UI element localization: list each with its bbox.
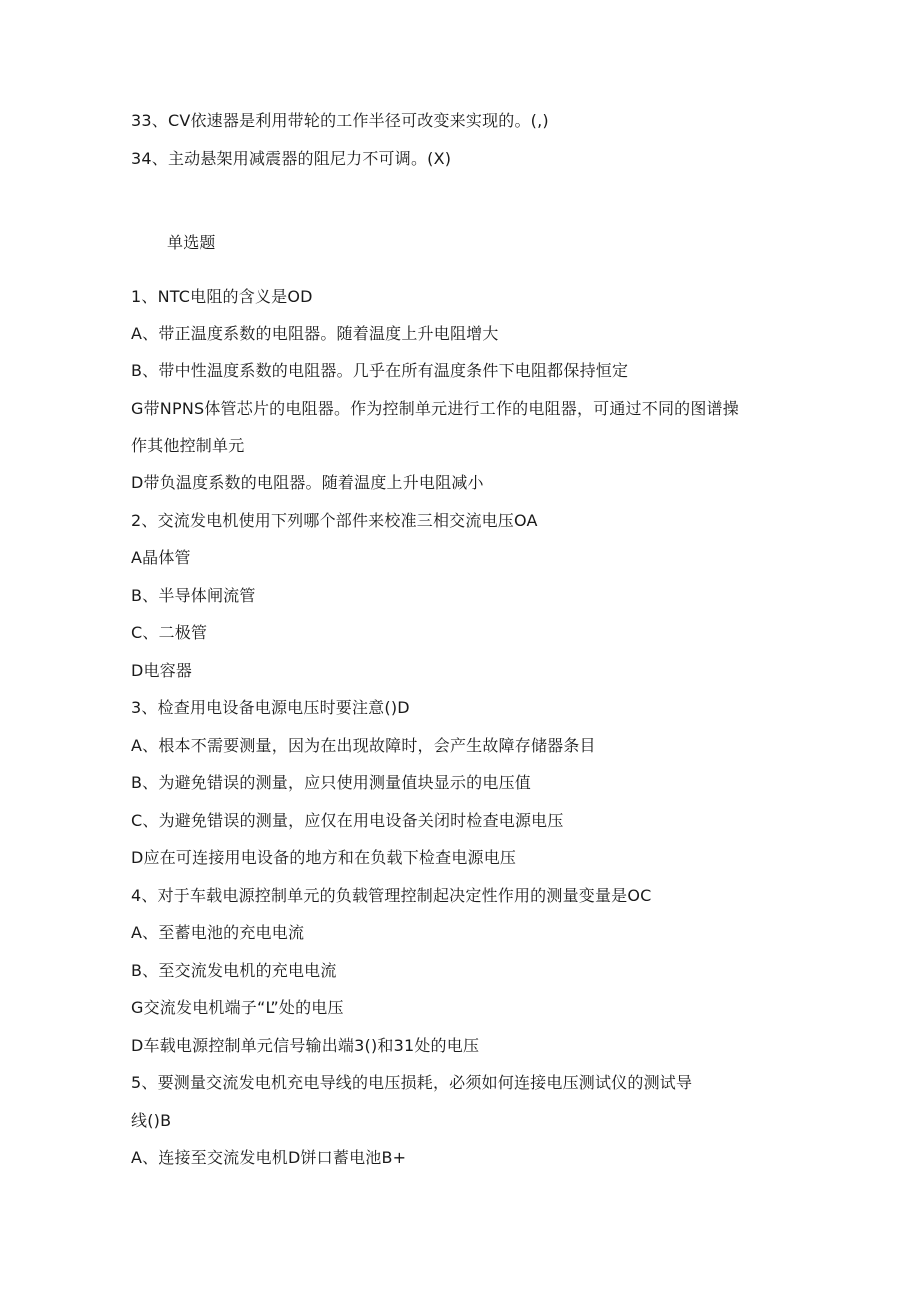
question-3-option-b: B、为避免错误的测量，应只使用测量值块显示的电压值 (131, 773, 531, 792)
question-4-option-c: G交流发电机端子“L”处的电压 (131, 998, 344, 1017)
question-5-option-a: A、连接至交流发电机D饼口蓄电池B+ (131, 1148, 407, 1167)
question-3-option-c: C、为避免错误的测量，应仅在用电设备关闭时检查电源电压 (131, 811, 564, 830)
question-4-option-b: B、至交流发电机的充电电流 (131, 961, 337, 980)
section-heading-single-choice: 单选题 (167, 233, 216, 252)
question-1-option-c-continued: 作其他控制单元 (131, 436, 245, 455)
question-2-option-d: D电容器 (131, 661, 193, 680)
question-3-option-d: D应在可连接用电设备的地方和在负载下检查电源电压 (131, 848, 517, 867)
question-1-option-d: D带负温度系数的电阻器。随着温度上升电阻减小 (131, 473, 484, 492)
question-1-option-a: A、带正温度系数的电阻器。随着温度上升电阻增大 (131, 324, 499, 343)
question-4: 4、对于车载电源控制单元的负载管理控制起决定性作用的测量变量是OC (131, 886, 652, 905)
question-3-option-a: A、根本不需要测量，因为在出现故障时，会产生故障存储器条目 (131, 736, 596, 755)
question-33: 33、CV依速器是利用带轮的工作半径可改变来实现的。(,) (131, 111, 549, 130)
question-2-option-a: A晶体管 (131, 548, 191, 567)
question-2: 2、交流发电机使用下列哪个部件来校准三相交流电压OA (131, 511, 538, 530)
question-1-option-c: G带NPNS体管芯片的电阻器。作为控制单元进行工作的电阻器，可通过不同的图谱操 (131, 399, 739, 418)
question-5: 5、要测量交流发电机充电导线的电压损耗，必须如何连接电压测试仪的测试导 (131, 1073, 693, 1092)
question-4-option-a: A、至蓄电池的充电电流 (131, 923, 305, 942)
question-3: 3、检查用电设备电源电压时要注意()D (131, 698, 410, 717)
question-34: 34、主动悬架用减震器的阻尼力不可调。(X) (131, 149, 452, 168)
question-2-option-b: B、半导体闸流管 (131, 586, 256, 605)
question-1: 1、NTC电阻的含义是OD (131, 287, 313, 306)
question-1-option-b: B、带中性温度系数的电阻器。几乎在所有温度条件下电阻都保持恒定 (131, 361, 629, 380)
question-4-option-d: D车载电源控制单元信号输出端3()和31处的电压 (131, 1036, 480, 1055)
question-2-option-c: C、二极管 (131, 623, 208, 642)
question-5-continued: 线()B (131, 1111, 172, 1130)
